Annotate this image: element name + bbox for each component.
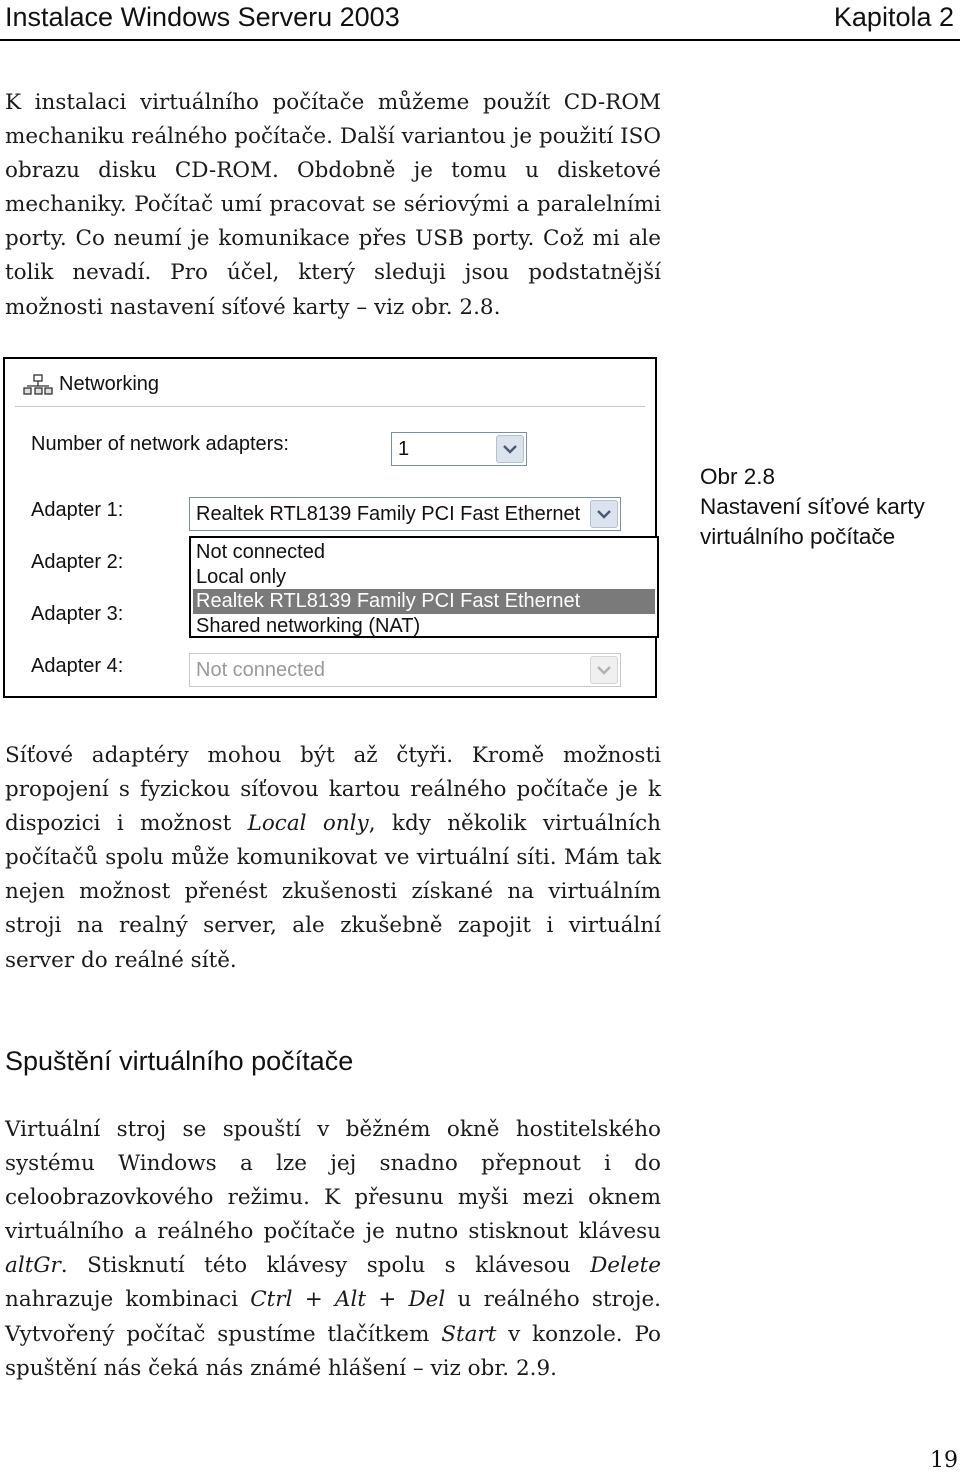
adapter-count-select[interactable] xyxy=(391,432,527,466)
paragraph-adapters-part-2: , kdy několik virtuálních počítačů spolu může komunikovat ve virtuální síti. Mám tak nejen možnost přenést zkušenosti získané na virtuálním stroji na realný server, ale zkušebně zapojit i virtuální server do reálné sítě. xyxy=(5,811,661,973)
paragraph-start-part-4: u reálného stroje. Vytvořený počítač spustíme tlačítkem xyxy=(5,1287,662,1347)
paragraph-start xyxy=(5,1113,661,1386)
figure-caption-number: Obr 2.8 xyxy=(700,464,776,489)
adapter-count-value: 1 xyxy=(398,438,410,460)
paragraph-start-part-3: nahrazuje kombinaci xyxy=(5,1287,251,1313)
section-heading: Spuštění virtuálního počítače xyxy=(5,1046,354,1076)
chevron-down-icon[interactable] xyxy=(590,656,618,684)
dropdown-option[interactable]: Local only xyxy=(196,566,287,588)
adapter-4-value: Not connected xyxy=(196,659,325,681)
paragraph-start-em-1: altGr xyxy=(5,1253,61,1279)
paragraph-intro xyxy=(5,86,661,325)
chevron-down-icon[interactable] xyxy=(590,500,618,528)
paragraph-start-part-2: . Stisknutí této klávesy spolu s klávesou xyxy=(60,1253,591,1279)
dropdown-option[interactable]: Not connected xyxy=(196,541,325,563)
adapter-4-label: Adapter 4: xyxy=(31,655,124,677)
paragraph-start-em-2: Delete xyxy=(590,1253,661,1279)
paragraph-adapters xyxy=(5,739,661,978)
figure-caption xyxy=(700,462,925,552)
figure-caption-line-1: Nastavení síťové karty xyxy=(700,494,925,519)
paragraph-adapters-part-1: Síťové adaptéry mohou být až čtyři. Kromě možnosti propojení s fyzickou síťovou kartou reálného počítače je k dispozici i možnost xyxy=(5,743,661,837)
networking-dialog-screenshot xyxy=(3,357,657,698)
adapter-1-label: Adapter 1: xyxy=(31,499,124,521)
page-number: 19 xyxy=(930,1448,958,1473)
header-rule xyxy=(0,39,960,41)
title-divider xyxy=(15,406,645,407)
dropdown-option[interactable]: Shared networking (NAT) xyxy=(196,615,421,637)
paragraph-intro-text: K instalaci virtuálního počítače můžeme použít CD-ROM mechaniku reálného počítače. Další variantou je použití ISO obrazu disku CD-ROM. Obdobně je tomu u disketové mechaniky. Počítač umí pracovat se sériovými a paralelními porty. Co neumí je komunikace přes USB porty. Což mi ale tolik nevadí. Pro účel, který sleduji jsou podstatnější možnosti nastavení síťové karty – viz obr. 2.8. xyxy=(5,90,661,320)
dropdown-option[interactable]: Realtek RTL8139 Family PCI Fast Ethernet xyxy=(193,589,655,614)
paragraph-start-part-1: Virtuální stroj se spouští v běžném okně hostitelského systému Windows a lze jej snadno přepnout i do celoobrazovkového režimu. K přesunu myši mezi oknem virtuálního a reálného počítače je nutno stisknout klávesu xyxy=(5,1117,661,1245)
adapter-1-value: Realtek RTL8139 Family PCI Fast Ethernet xyxy=(196,503,581,525)
paragraph-start-em-3: Ctrl + Alt + Del xyxy=(250,1287,446,1313)
chevron-down-icon[interactable] xyxy=(496,435,524,463)
adapter-4-select[interactable] xyxy=(189,653,621,687)
adapter-2-label: Adapter 2: xyxy=(31,551,124,573)
network-icon xyxy=(23,374,53,396)
adapter-3-label: Adapter 3: xyxy=(31,603,124,625)
paragraph-start-part-5: v konzole. Po spuštění nás čeká nás známé hlášení – viz obr. 2.9. xyxy=(5,1321,661,1381)
running-header-title: Instalace Windows Serveru 2003 xyxy=(5,2,400,32)
figure-caption-line-2: virtuálního počítače xyxy=(700,524,896,549)
adapter-1-select[interactable] xyxy=(189,497,621,531)
paragraph-adapters-em-1: Local only xyxy=(247,811,369,837)
paragraph-start-em-4: Start xyxy=(441,1321,497,1347)
running-header-chapter: Kapitola 2 xyxy=(833,2,954,32)
dialog-title: Networking xyxy=(59,373,160,395)
adapter-1-dropdown-list[interactable] xyxy=(189,536,659,638)
adapter-count-label: Number of network adapters: xyxy=(31,433,289,455)
